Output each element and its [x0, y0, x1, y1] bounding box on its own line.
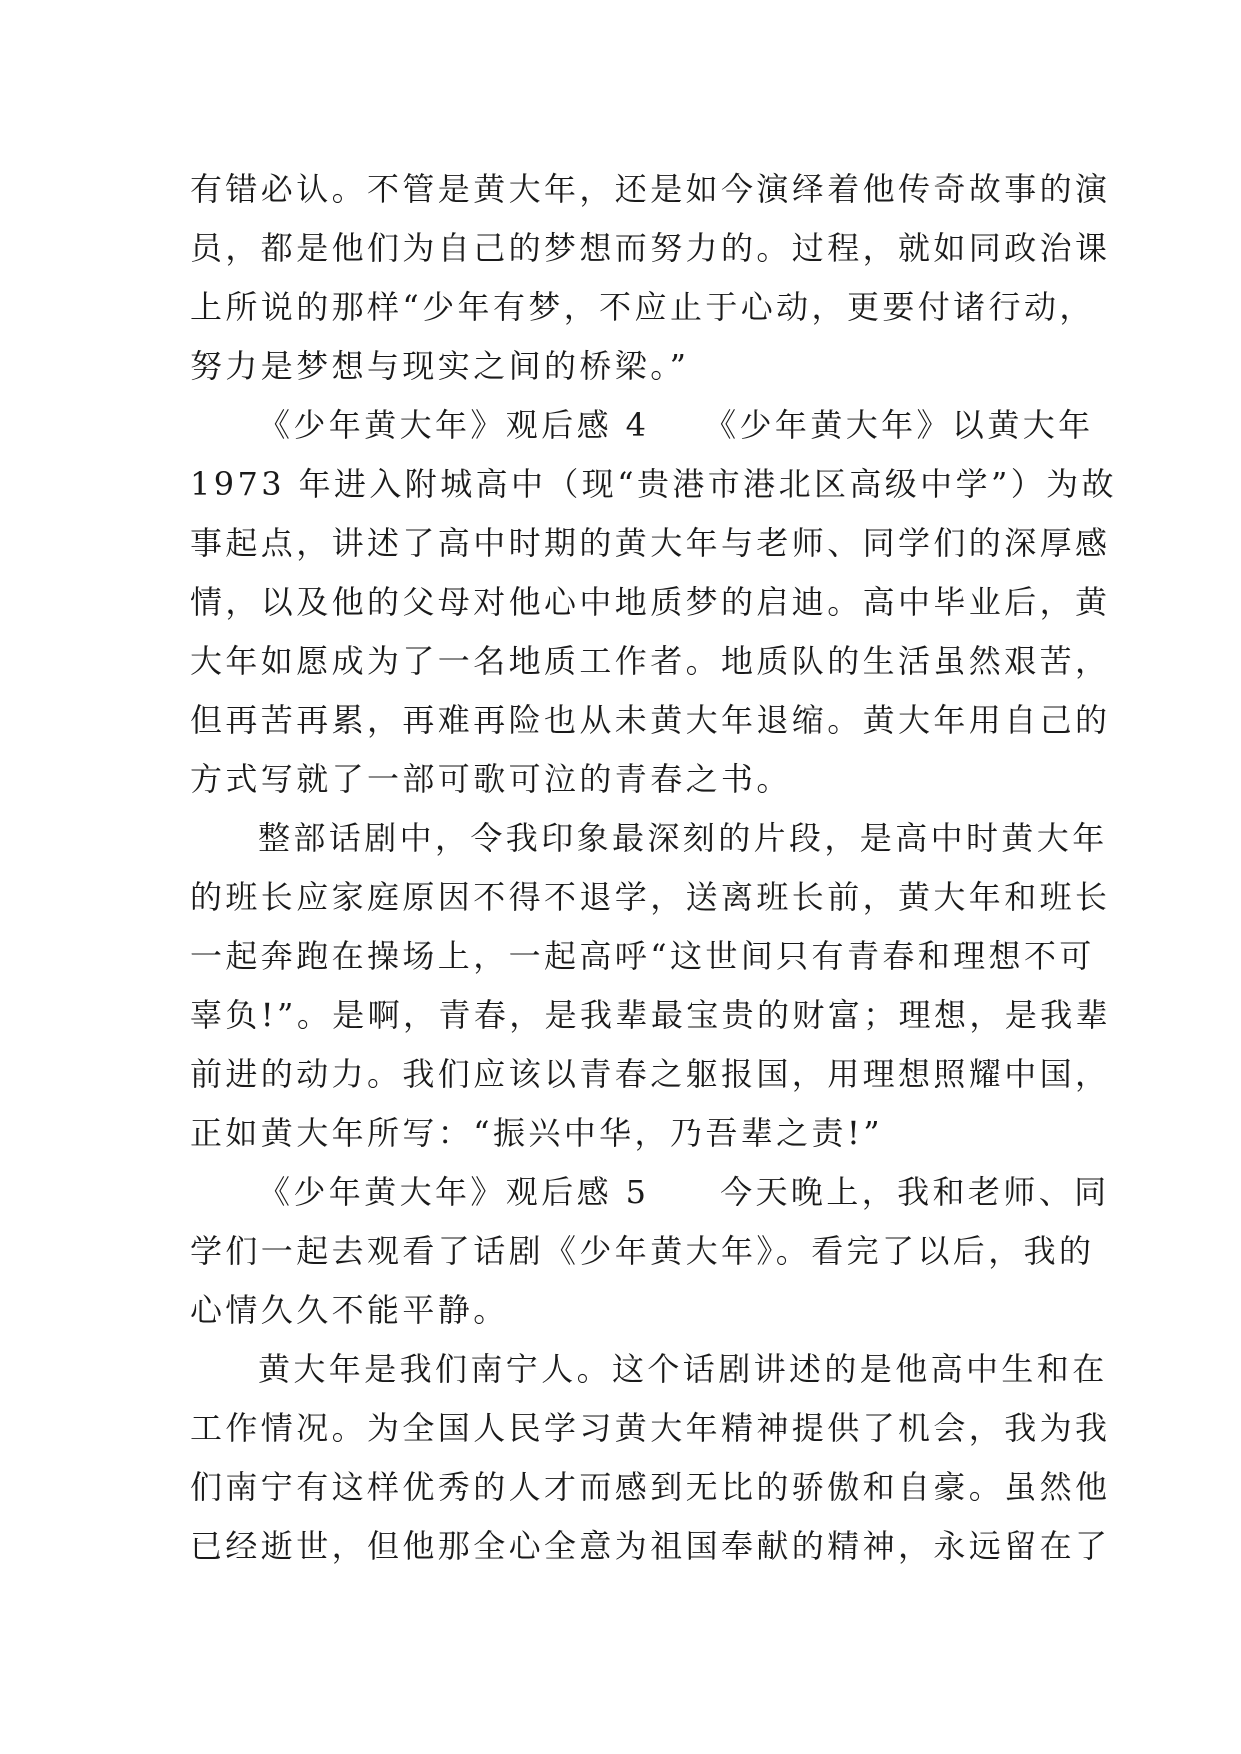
text-line: 但再苦再累，再难再险也从未黄大年退缩。黄大年用自己的 [190, 701, 1111, 739]
text-line: 上所说的那样“少年有梦，不应止于心动，更要付诸行动， [190, 288, 1095, 326]
text-line: 的班长应家庭原因不得不退学，送离班长前，黄大年和班长 [190, 878, 1111, 916]
text-line: 正如黄大年所写：“振兴中华，乃吾辈之责!” [190, 1114, 883, 1152]
text-line: 大年如愿成为了一名地质工作者。地质队的生活虽然艰苦， [190, 642, 1111, 680]
text-line: 工作情况。为全国人民学习黄大年精神提供了机会，我为我 [190, 1409, 1111, 1447]
text-line: 学们一起去观看了话剧《少年黄大年》。看完了以后，我的 [190, 1232, 1095, 1270]
text-line: 事起点，讲述了高中时期的黄大年与老师、同学们的深厚感 [190, 524, 1111, 562]
text-line: 员，都是他们为自己的梦想而努力的。过程，就如同政治课 [190, 229, 1111, 267]
text-line: 努力是梦想与现实之间的桥梁。” [190, 347, 690, 385]
text-line: 心情久久不能平静。 [190, 1291, 509, 1329]
text-line: 情，以及他的父母对他心中地质梦的启迪。高中毕业后，黄 [190, 583, 1111, 621]
text-line: 辜负!”。是啊，青春，是我辈最宝贵的财富；理想，是我辈 [190, 996, 1112, 1034]
text-line: 方式写就了一部可歌可泣的青春之书。 [190, 760, 792, 798]
text-line: 们南宁有这样优秀的人才而感到无比的骄傲和自豪。虽然他 [190, 1468, 1111, 1506]
section-heading-line: 《少年黄大年》观后感 4 《少年黄大年》以黄大年 [258, 406, 1094, 444]
text-line: 有错必认。不管是黄大年，还是如今演绎着他传奇故事的演 [190, 170, 1111, 208]
paragraph-start-line: 黄大年是我们南宁人。这个话剧讲述的是他高中生和在 [258, 1350, 1108, 1388]
text-line: 一起奔跑在操场上，一起高呼“这世间只有青春和理想不可 [190, 937, 1095, 975]
body-text [190, 160, 1117, 1576]
text-line: 前进的动力。我们应该以青春之躯报国，用理想照耀中国， [190, 1055, 1111, 1093]
section-heading-line: 《少年黄大年》观后感 5 今天晚上，我和老师、同 [258, 1173, 1110, 1211]
text-line: 1973 年进入附城高中（现“贵港市港北区高级中学”）为故 [190, 465, 1117, 503]
text-line: 已经逝世，但他那全心全意为祖国奉献的精神，永远留在了 [190, 1527, 1111, 1565]
paragraph-start-line: 整部话剧中，令我印象最深刻的片段，是高中时黄大年 [258, 819, 1108, 857]
